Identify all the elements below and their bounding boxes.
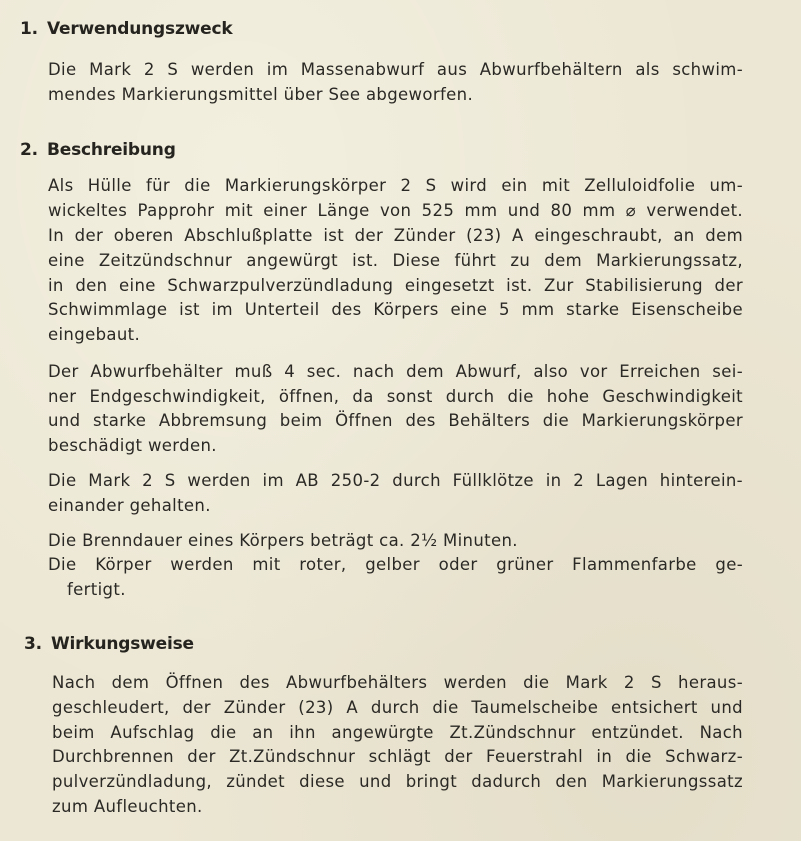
section-title: Wirkungsweise bbox=[51, 634, 194, 654]
text-line: Die Mark 2 S werden im Massenabwurf aus Abwurfbehältern als schwim- bbox=[48, 60, 743, 79]
section-heading-3 bbox=[24, 634, 194, 654]
section-number: 2. bbox=[20, 140, 38, 160]
text-line: wickeltes Papprohr mit einer Länge von 525 mm und 80 mm ⌀ verwendet. bbox=[48, 201, 743, 220]
text-line: Die Brenndauer eines Körpers beträgt ca. 2½ Minuten. bbox=[48, 531, 518, 550]
text-line: zum Aufleuchten. bbox=[52, 797, 203, 816]
text-line: Der Abwurfbehälter muß 4 sec. nach dem Abwurf, also vor Erreichen sei- bbox=[48, 362, 743, 381]
text-line: eingebaut. bbox=[48, 325, 141, 344]
text-line: geschleudert, der Zünder (23) A durch die Taumelscheibe entsichert und bbox=[52, 698, 743, 717]
section-number: 3. bbox=[24, 634, 42, 654]
text-line: mendes Markierungsmittel über See abgeworfen. bbox=[48, 85, 474, 104]
text-line: fertigt. bbox=[67, 580, 126, 599]
text-line: beschädigt werden. bbox=[48, 436, 217, 455]
text-line: ner Endgeschwindigkeit, öffnen, da sonst durch die hohe Geschwindigkeit bbox=[48, 387, 743, 406]
text-line: Die Körper werden mit roter, gelber oder grüner Flammenfarbe ge- bbox=[48, 555, 743, 574]
section-number: 1. bbox=[20, 19, 38, 39]
text-line: und starke Abbremsung beim Öffnen des Behälters die Markierungskörper bbox=[48, 411, 743, 430]
text-line: Nach dem Öffnen des Abwurfbehälters werden die Mark 2 S heraus- bbox=[52, 673, 743, 692]
section-heading-1 bbox=[20, 19, 232, 39]
text-line: Als Hülle für die Markierungskörper 2 S wird ein mit Zelluloidfolie um- bbox=[48, 176, 743, 195]
text-line: beim Aufschlag die an ihn angewürgte Zt.Zündschnur entzündet. Nach bbox=[52, 723, 743, 742]
text-line: pulverzündladung, zündet diese und bringt dadurch den Markierungssatz bbox=[52, 772, 743, 791]
section-title: Verwendungszweck bbox=[47, 19, 233, 39]
text-line: eine Zeitzündschnur angewürgt ist. Diese führt zu dem Markierungssatz, bbox=[48, 251, 743, 270]
section-heading-2 bbox=[20, 140, 176, 160]
text-line: Schwimmlage ist im Unterteil des Körpers eine 5 mm starke Eisenscheibe bbox=[48, 300, 743, 319]
section-title: Beschreibung bbox=[47, 140, 176, 160]
text-line: Die Mark 2 S werden im AB 250-2 durch Füllklötze in 2 Lagen hinterein- bbox=[48, 471, 743, 490]
text-line: In der oberen Abschlußplatte ist der Zünder (23) A eingeschraubt, an dem bbox=[48, 226, 743, 245]
text-line: in den eine Schwarzpulverzündladung eingesetzt ist. Zur Stabilisierung der bbox=[48, 276, 743, 295]
text-line: Durchbrennen der Zt.Zündschnur schlägt der Feuerstrahl in die Schwarz- bbox=[52, 747, 743, 766]
text-line: einander gehalten. bbox=[48, 496, 211, 515]
